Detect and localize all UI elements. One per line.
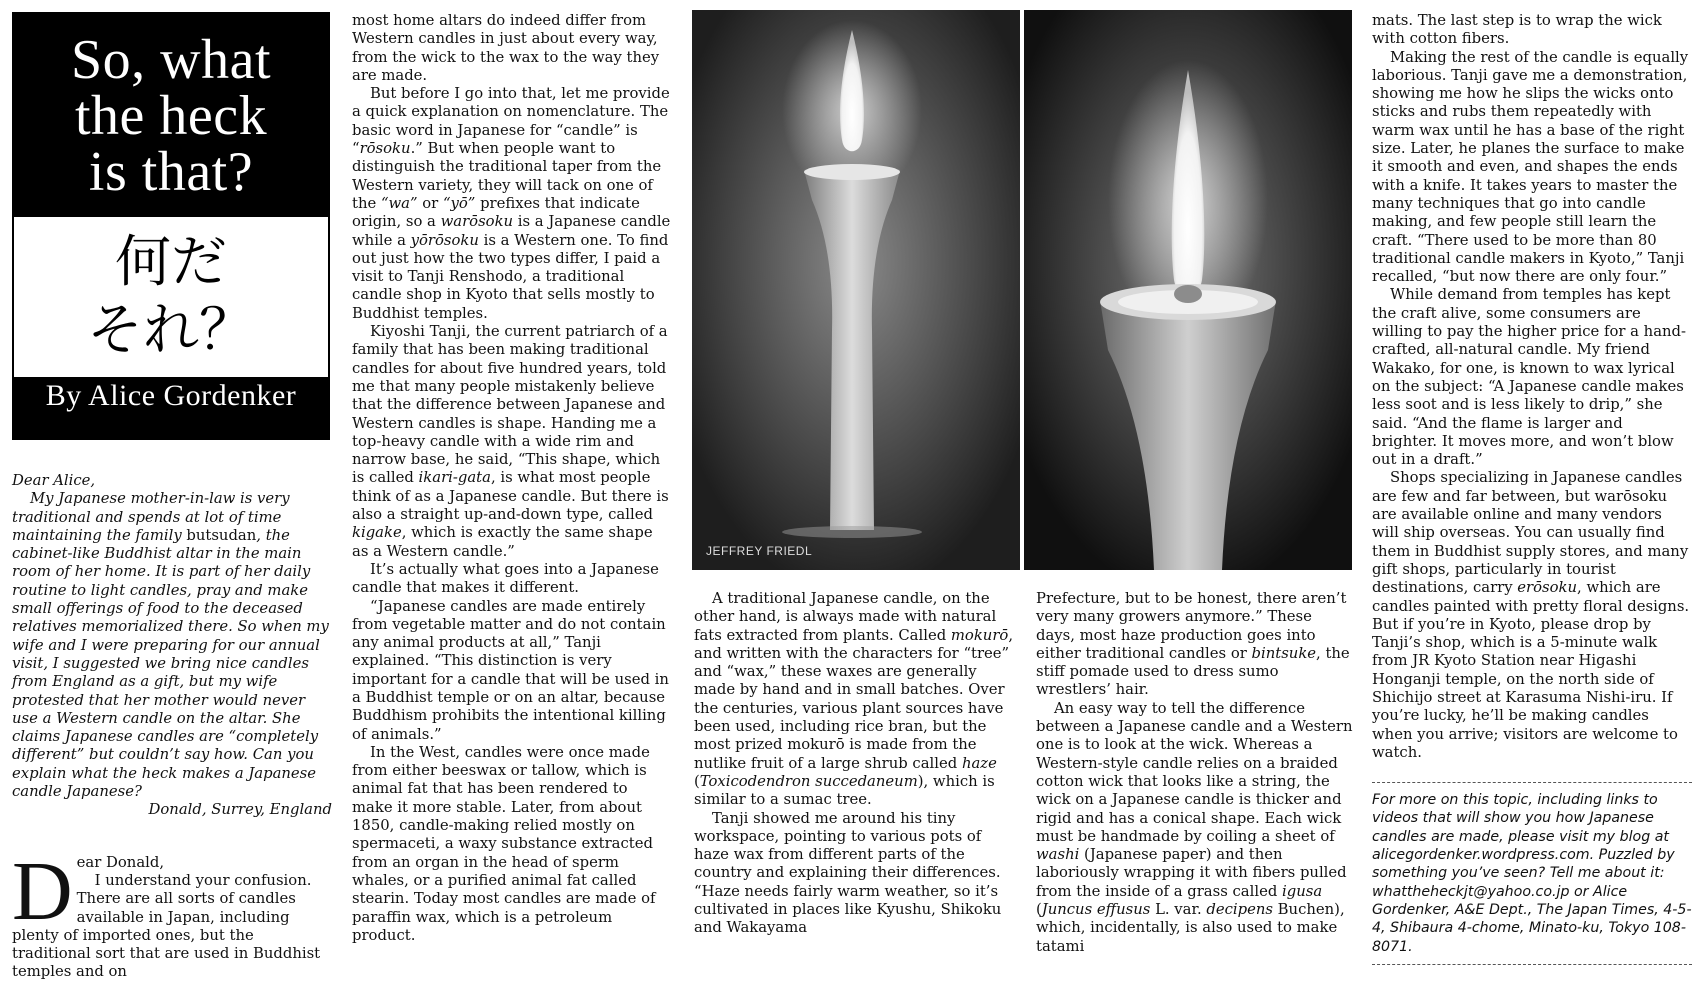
article-paragraph: A traditional Japanese candle, on the other hand, is always made with natural fats extracted from plants. Called mokurō, and written with the characters for “tree” and “wax,” these waxes are generally made by hand and in small batches. Over the centuries, various plant sources have been used, including rice bran, but the most prized mokurō is made from the nutlike fruit of a large shrub called haze (Toxicodendron succedaneum), which is similar to a sumac tree. <box>694 590 1014 809</box>
photo-credit: JEFFREY FRIEDL <box>706 544 813 558</box>
masthead-title <box>12 12 330 203</box>
candle-photo-illustration <box>692 10 1352 570</box>
article-paragraph: Kiyoshi Tanji, the current patriarch of a family that has been making traditional candles for about five hundred years, told me that many people mistakenly believe that the difference between Japanese and Western candles is shape. Handing me a top-heavy candle with a wide rim and narrow base, he said, “This shape, which is called ikari-gata, is what most people think of as a Japanese candle. But there is also a straight up-and-down type, called kigake, which is exactly the same shape as a Western candle.” <box>352 323 669 560</box>
jp-line-1: 何だ <box>115 230 227 295</box>
reply-paragraph: I understand your confusion. There are all sorts of candles available in Japan, including plenty of imported ones, but the traditional sort that are used in Buddhist temples and on <box>12 871 321 981</box>
title-line-1: So, what <box>71 29 271 91</box>
article-paragraph: Shops specializing in Japanese candles are few and far between, but warōsoku are available online and many vendors will ship overseas. You can usually find them in Buddhist supply stores, and many gift shops, particularly in tourist destinations, carry erōsoku, which are candles painted with pretty floral designs. But if you’re in Kyoto, please drop by Tanji’s shop, which is a 5-minute walk from JR Kyoto Station near Higashi Honganji temple, on the north side of Shichijo street at Karasuma Nishi-iru. If you’re lucky, he’ll be making candles when you arrive; visitors are welcome to watch. <box>1372 469 1690 761</box>
reader-letter <box>12 472 332 820</box>
masthead-japanese-box <box>14 217 328 377</box>
photo-divider <box>1020 10 1024 570</box>
masthead-japanese-title <box>14 217 328 365</box>
letter-salutation: Dear Alice, <box>12 472 96 489</box>
article-paragraph: In the West, candles were once made from either beeswax or tallow, which is animal fat that has been rendered to make it more stable. Later, from about 1850, candle-making relied mostly on spermaceti, a waxy substance extracted from an organ in the head of sperm whales, or a purified animal fat called stearin. Today most candles are made of paraffin wax, which is a petroleum product. <box>352 743 656 944</box>
title-line-2: the heck <box>74 85 268 147</box>
column-3 <box>694 590 1014 938</box>
column-1 <box>12 12 332 982</box>
article-paragraph: Tanji showed me around his tiny workspace, pointing to various pots of haze wax from different parts of the country and explaining their differences. “Haze needs fairly warm weather, so it’s cultivated in places like Kyushu, Shikoku and Wakayama <box>694 809 1002 937</box>
article-paragraph: Prefecture, but to be honest, there aren’t very many growers anymore.” These days, most haze production goes into either traditional candles or bintsuke, the stiff pomade used to dress sumo wrestlers’ hair. <box>1036 590 1350 699</box>
drop-cap: D <box>12 844 73 938</box>
column-4 <box>1036 590 1354 956</box>
left-candle-base-reflection <box>782 526 922 538</box>
reply-salutation: ear Donald, <box>76 853 165 871</box>
masthead <box>12 12 330 440</box>
candle-photo <box>692 10 1352 570</box>
jp-line-2: それ？ <box>87 298 255 363</box>
article-paragraph: Making the rest of the candle is equally laborious. Tanji gave me a demonstration, showing me how he slips the wicks onto sticks and rubs them repeatedly with warm wax until he has a base of the right size. Later, he planes the surface to make it smooth and even, and shapes the ends with a knife. It takes years to master the many techniques that go into candle making, and few people still learn the craft. “There used to be more than 80 traditional candle makers in Kyoto,” Tanji recalled, “but now there are only four.” <box>1372 48 1689 286</box>
title-line-3: is that? <box>88 141 254 203</box>
letter-body: My Japanese mother-in-law is very traditional and spends at lot of time maintaining the family butsudan, the cabinet-like Buddhist altar in the main room of her home. It is part of her daily routine to light candles, pray and make small offerings of food to the deceased relatives memorialized there. So when my wife and I were preparing for our annual visit, I suggested we bring nice candles from England as a gift, but my wife protested that her mother would never use a Western candle on the altar. She claims Japanese candles are “completely different” but couldn’t say how. Can you explain what the heck makes a Japanese candle Japanese? <box>12 490 329 801</box>
letter-signature: Donald, Surrey, England <box>148 801 332 819</box>
article-paragraph: While demand from temples has kept the craft alive, some consumers are willing to pay the higher price for a hand-crafted, all-natural candle. My friend Wakako, for one, is known to wax lyrical on the subject: “A Japanese candle makes less soot and is less likely to drip,” she said. “And the flame is larger and brighter. It moves more, and won’t blow out in a draft.” <box>1372 286 1687 469</box>
byline: By Alice Gordenker <box>45 379 297 412</box>
author-footnote: For more on this topic, including links to videos that will show you how Japanese candles are made, please visit my blog at alicegordenker.wordpress.com. Puzzled by something you’ve seen? Tell me about it: whattheheckjt@yahoo.co.jp or Alice Gordenker, A&E Dept., The Japan Times, 4-5-4, Shibaura 4-chome, Minato-ku, Tokyo 108-8071. <box>1372 782 1692 965</box>
article-paragraph: But before I go into that, let me provide a quick explanation on nomenclature. The basic word in Japanese for “candle” is “rōsoku.” But when people want to distinguish the traditional taper from the Western variety, they will tack on one of the “wa” or “yō” prefixes that indicate origin, so a warōsoku is a Japanese candle while a yōrōsoku is a Western one. To find out just how the two types differ, I paid a visit to Tanji Renshodo, a traditional candle shop in Kyoto that sells mostly to Buddhist temples. <box>352 85 671 322</box>
article-paragraph: “Japanese candles are made entirely from vegetable matter and do not contain any animal products at all,” Tanji explained. “This distinction is very important for a candle that will be used in a Buddhist temple or on an altar, because Buddhism prohibits the intentional killing of animals.” <box>352 597 669 743</box>
article-paragraph: mats. The last step is to wrap the wick with cotton fibers. <box>1372 12 1662 48</box>
left-candle-rim <box>804 164 900 180</box>
article-paragraph: most home altars do indeed differ from Western candles in just about every way, from the wick to the wax to the way they are made. <box>352 12 660 84</box>
reply-start <box>12 844 332 982</box>
column-5 <box>1372 12 1692 965</box>
column-2 <box>352 12 672 945</box>
article-paragraph: An easy way to tell the difference between a Japanese candle and a Western one is to look at the wick. Whereas a Western-style candle relies on a braided cotton wick that looks like a string, the wick on a Japanese candle is thicker and rigid and has a conical shape. Each wick must be handmade by coiling a sheet of washi (Japanese paper) and then laboriously wrapping it with fibers pulled from the inside of a grass called igusa (Juncus effusus L. var. decipens Buchen), which, incidentally, is also used to make tatami <box>1036 699 1353 955</box>
right-candle-wick <box>1174 285 1202 303</box>
article-paragraph: It’s actually what goes into a Japanese candle that makes it different. <box>352 560 659 597</box>
